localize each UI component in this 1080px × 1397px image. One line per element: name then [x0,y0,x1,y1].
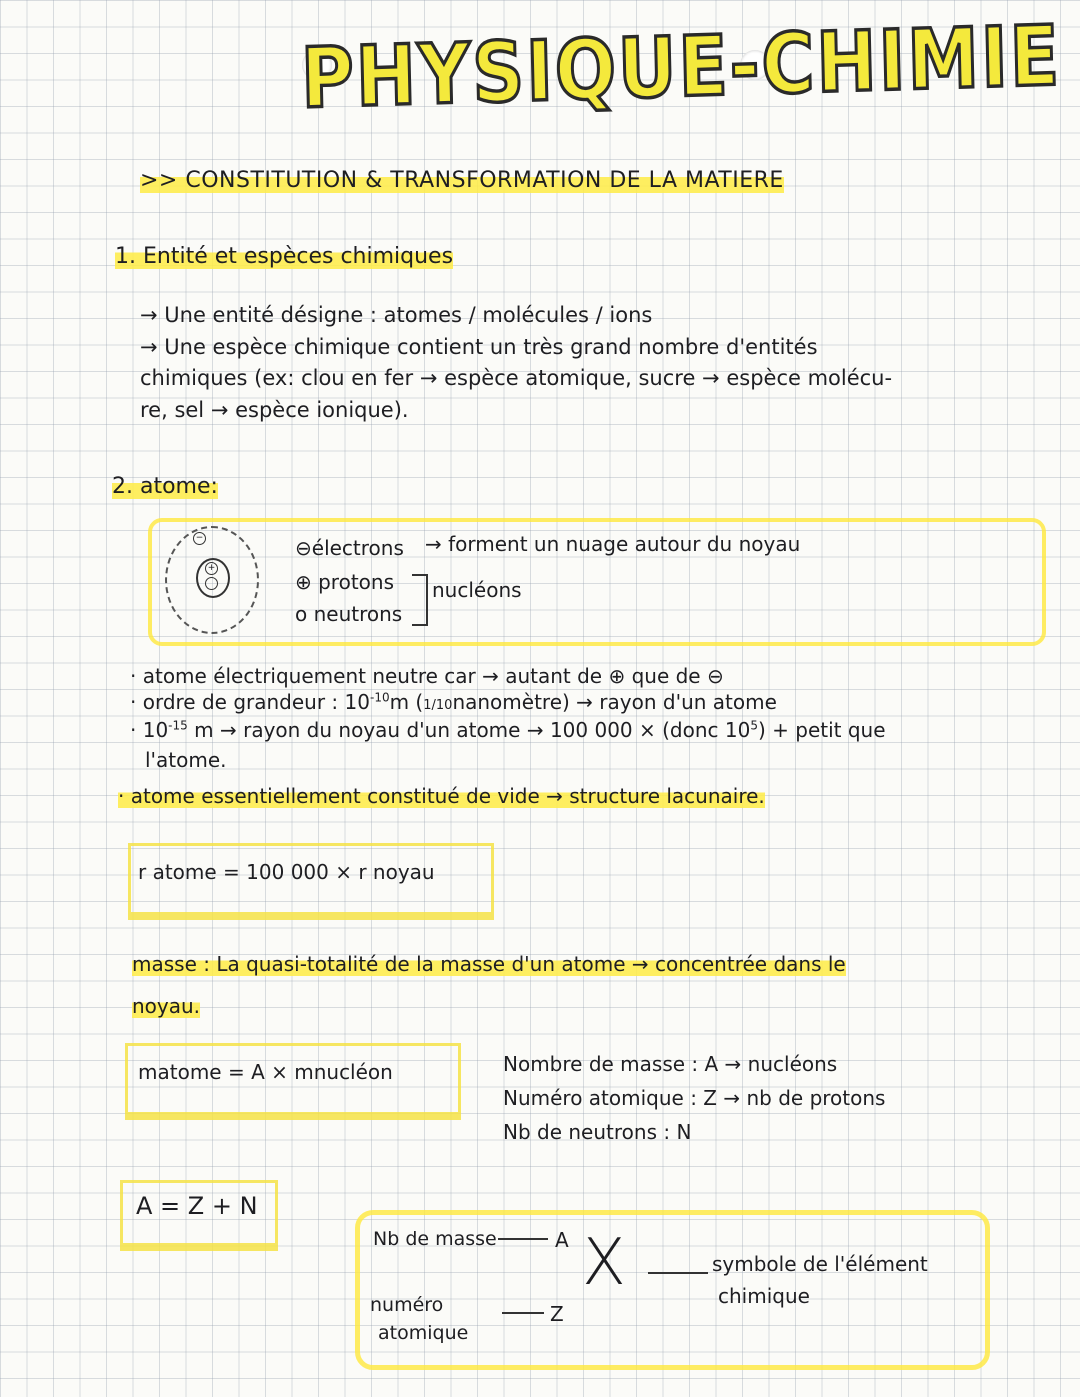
notation-numero: numéro [370,1294,444,1316]
nucleons-label: nucléons [432,578,522,602]
electrons-label: ⊖électrons [295,536,404,560]
section-heading-text: >> CONSTITUTION & TRANSFORMATION DE LA MATIERE [140,168,784,193]
bullet-order-c: nanomètre) → rayon d'un atome [452,690,777,714]
arrow-line [498,1238,548,1240]
protons-label: ⊕ protons [295,570,395,594]
part2-heading [112,474,218,499]
electrons-description: → forment un nuage autour du noyau [425,532,801,556]
def-N: Nb de neutrons : N [503,1120,692,1144]
formula-m: matome = A × mnucléon [138,1060,393,1084]
masse-line [132,952,992,976]
bullet-nucleus-c: ) + petit que [757,718,886,742]
bullet-nucleus-exp2: 5 [750,718,758,733]
masse-line-2-text: noyau. [132,994,201,1018]
part1-line: re, sel → espèce ionique). [140,397,409,422]
page-title: PHYSIQUE-CHIMIE [300,7,1063,127]
masse-line-2 [132,994,200,1018]
part1-heading [115,244,453,269]
bullet-nucleus-cont: l'atome. [145,748,227,772]
electron-icon: − [193,532,206,545]
notation-Z: Z [550,1302,564,1326]
bullet-order-b: m ( [389,690,424,714]
def-A: Nombre de masse : A → nucléons [503,1052,838,1076]
section-heading [140,168,784,193]
bullet-vide-text: · atome essentiellement constitué de vide → structure lacunaire. [118,784,765,808]
notation-symbole-1: symbole de l'élément [712,1252,928,1276]
neutrons-label: o neutrons [295,602,403,626]
bullet-order [130,690,777,714]
bullet-order-exp: -10 [369,690,390,705]
part1-line: chimiques (ex: clou en fer → espèce atomique, sucre → espèce molécu- [140,366,893,390]
notation-atomique: atomique [378,1322,469,1344]
bullet-order-frac: 1/10 [423,698,453,713]
formula-A: A = Z + N [136,1192,258,1220]
proton-icon: + [205,562,218,575]
bullet-order-a: · ordre de grandeur : 10 [130,690,370,714]
def-Z: Numéro atomique : Z → nb de protons [503,1086,886,1110]
part2-heading-text: 2. atome: [112,474,218,499]
part1-heading-text: 1. Entité et espèces chimiques [115,244,454,269]
part1-line: → Une entité désigne : atomes / molécules / ions [140,303,653,327]
neutron-icon [205,577,218,590]
bullet-nucleus-exp: -15 [168,718,188,733]
part1-line: → Une espèce chimique contient un très grand nombre d'entités [140,334,818,359]
arrow-line [648,1272,708,1274]
bullet-neutral: · atome électriquement neutre car → autant de ⊕ que de ⊖ [130,664,724,688]
notation-nb-masse: Nb de masse [373,1228,497,1250]
masse-line-text: masse : La quasi-totalité de la masse d'un atome → concentrée dans le [132,952,846,976]
part1-body [140,300,1040,426]
formula-r: r atome = 100 000 × r noyau [138,860,435,884]
nucleons-bracket [412,574,428,626]
arrow-line [502,1312,544,1314]
notation-X: X [582,1226,626,1300]
notation-A: A [555,1228,569,1252]
bullet-vide [118,784,765,808]
bullet-nucleus-a: · 10 [130,718,169,742]
bullet-nucleus [130,718,886,742]
bullet-nucleus-b: m → rayon du noyau d'un atome → 100 000 × (donc 10 [187,718,751,742]
notation-symbole-2: chimique [718,1284,810,1308]
